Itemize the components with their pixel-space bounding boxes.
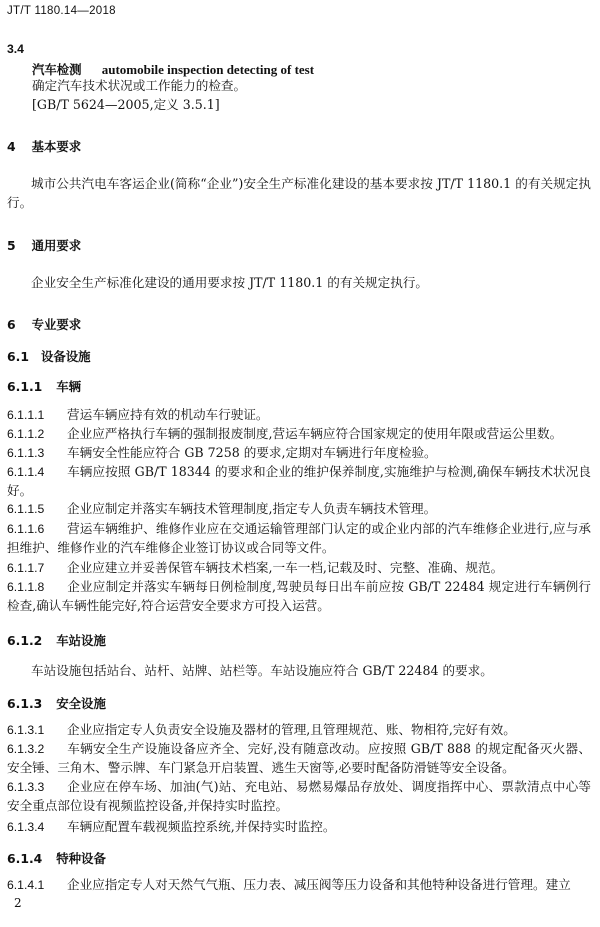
section-4-heading [7,137,81,155]
section-6-heading [7,315,81,333]
clause-number: 6.1.1.2 [7,427,45,441]
clause-number: 6.1.3.2 [7,742,45,756]
section-6-1-1-title: 车辆 [56,379,82,394]
clause-3-4-definition: 确定汽车技术状况或工作能力的检查。 [32,78,247,93]
section-6-1-1-heading [7,377,81,395]
clause-text: 营运车辆应持有效的机动车行驶证。 [67,407,269,422]
clause-6-1-3-4 [7,818,591,837]
clause-text: 车辆安全生产设施设备应齐全、完好,没有随意改动。应按照 GB/T 888 的规定配备灭火器、安全锤、三角木、警示牌、车门紧急开启装置、逃生天窗等,必要时配备防滑链等安全设备。 [7,741,591,775]
section-6-number: 6 [7,317,16,332]
clause-text: 车辆安全性能应符合 GB 7258 的要求,定期对车辆进行年度检验。 [67,445,437,460]
section-6-1-number: 6.1 [7,349,29,364]
clause-3-4-number: 3.4 [7,42,24,56]
clause-3-4-term [32,59,314,78]
clause-6-1-1-3 [7,444,591,463]
term-english: automobile inspection detecting of test [101,62,315,77]
clause-number: 6.1.1.4 [7,465,45,479]
clause-text: 车辆应配置车载视频监控系统,并保持实时监控。 [67,819,336,834]
clause-text: 营运车辆维护、维修作业应在交通运输管理部门认定的或企业内部的汽车维修企业进行,应与承担维护、维修作业的汽车维修企业签订协议或合同等文件。 [7,521,591,555]
clause-text: 企业应指定专人负责安全设施及器材的管理,且管理规范、账、物相符,完好有效。 [67,722,516,737]
clause-number: 6.1.1.7 [7,561,45,575]
clause-6-1-3-1 [7,721,591,740]
clause-6-1-1-8 [7,578,591,615]
clause-6-1-3-2 [7,740,591,777]
standard-header: JT/T 1180.14—2018 [7,5,116,17]
section-6-1-4-number: 6.1.4 [7,851,43,866]
clause-6-1-3-3 [7,778,591,815]
section-6-1-2-heading [7,631,106,649]
clause-6-1-1-5 [7,500,591,519]
clause-text: 车辆应按照 GB/T 18344 的要求和企业的维护保养制度,实施维护与检测,确保车辆技术状况良好。 [7,464,591,498]
section-4-text: 城市公共汽电车客运企业(简称“企业”)安全生产标准化建设的基本要求按 JT/T 1180.1 的有关规定执行。 [7,176,591,210]
section-6-1-heading [7,347,91,365]
clause-number: 6.1.3.4 [7,820,45,834]
clause-number: 6.1.3.3 [7,780,45,794]
clause-number: 6.1.3.1 [7,723,45,737]
section-5-heading [7,236,81,254]
section-6-1-1-number: 6.1.1 [7,379,43,394]
clause-text: 企业应制定并落实车辆技术管理制度,指定专人负责车辆技术管理。 [67,501,437,516]
section-6-1-title: 设备设施 [40,349,91,364]
clause-6-1-1-7 [7,559,591,578]
clause-number: 6.1.1.6 [7,522,45,536]
clause-6-1-1-4 [7,463,591,500]
section-6-1-3-title: 安全设施 [56,696,106,711]
clause-6-1-1-6 [7,520,591,557]
clause-text: 企业应严格执行车辆的强制报废制度,营运车辆应符合国家规定的使用年限或营运公里数。 [67,426,563,441]
clause-number: 6.1.4.1 [7,878,45,892]
clause-text: 企业应在停车场、加油(气)站、充电站、易燃易爆品存放处、调度指挥中心、票款清点中心等安全重点部位设有视频监控设备,并保持实时监控。 [7,779,591,813]
page-number: 2 [14,896,22,910]
section-5-number: 5 [7,238,16,253]
term-chinese: 汽车检测 [32,62,82,77]
clause-6-1-1-1 [7,406,591,425]
section-6-1-4-title: 特种设备 [56,851,106,866]
clause-text: 企业应指定专人对天然气气瓶、压力表、减压阀等压力设备和其他特种设备进行管理。建立 [67,877,571,892]
clause-number: 6.1.1.3 [7,446,45,460]
section-4-title: 基本要求 [31,139,82,154]
clause-number: 6.1.1.8 [7,580,45,594]
section-6-1-4-heading [7,849,106,867]
section-6-1-2-text: 车站设施包括站台、站杆、站牌、站栏等。车站设施应符合 GB/T 22484 的要求。 [31,663,493,678]
clause-number: 6.1.1.5 [7,502,45,516]
clause-text: 企业应建立并妥善保管车辆技术档案,一车一档,记载及时、完整、准确、规范。 [67,560,504,575]
section-6-1-3-heading [7,694,106,712]
clause-6-1-1-2 [7,425,591,444]
section-4-number: 4 [7,139,16,154]
clause-text: 企业应制定并落实车辆每日例检制度,驾驶员每日出车前应按 GB/T 22484 规定进行车辆例行检查,确认车辆性能完好,符合运营安全要求方可投入运营。 [7,579,591,613]
section-6-1-3-number: 6.1.3 [7,696,43,711]
section-6-1-2-title: 车站设施 [56,633,106,648]
section-6-1-2-number: 6.1.2 [7,633,43,648]
clause-number: 6.1.1.1 [7,408,45,422]
section-5-title: 通用要求 [31,238,82,253]
section-5-text: 企业安全生产标准化建设的通用要求按 JT/T 1180.1 的有关规定执行。 [31,275,429,290]
section-6-title: 专业要求 [31,317,82,332]
clause-6-1-4-1 [7,876,591,895]
clause-3-4-reference: [GB/T 5624—2005,定义 3.5.1] [32,97,220,112]
